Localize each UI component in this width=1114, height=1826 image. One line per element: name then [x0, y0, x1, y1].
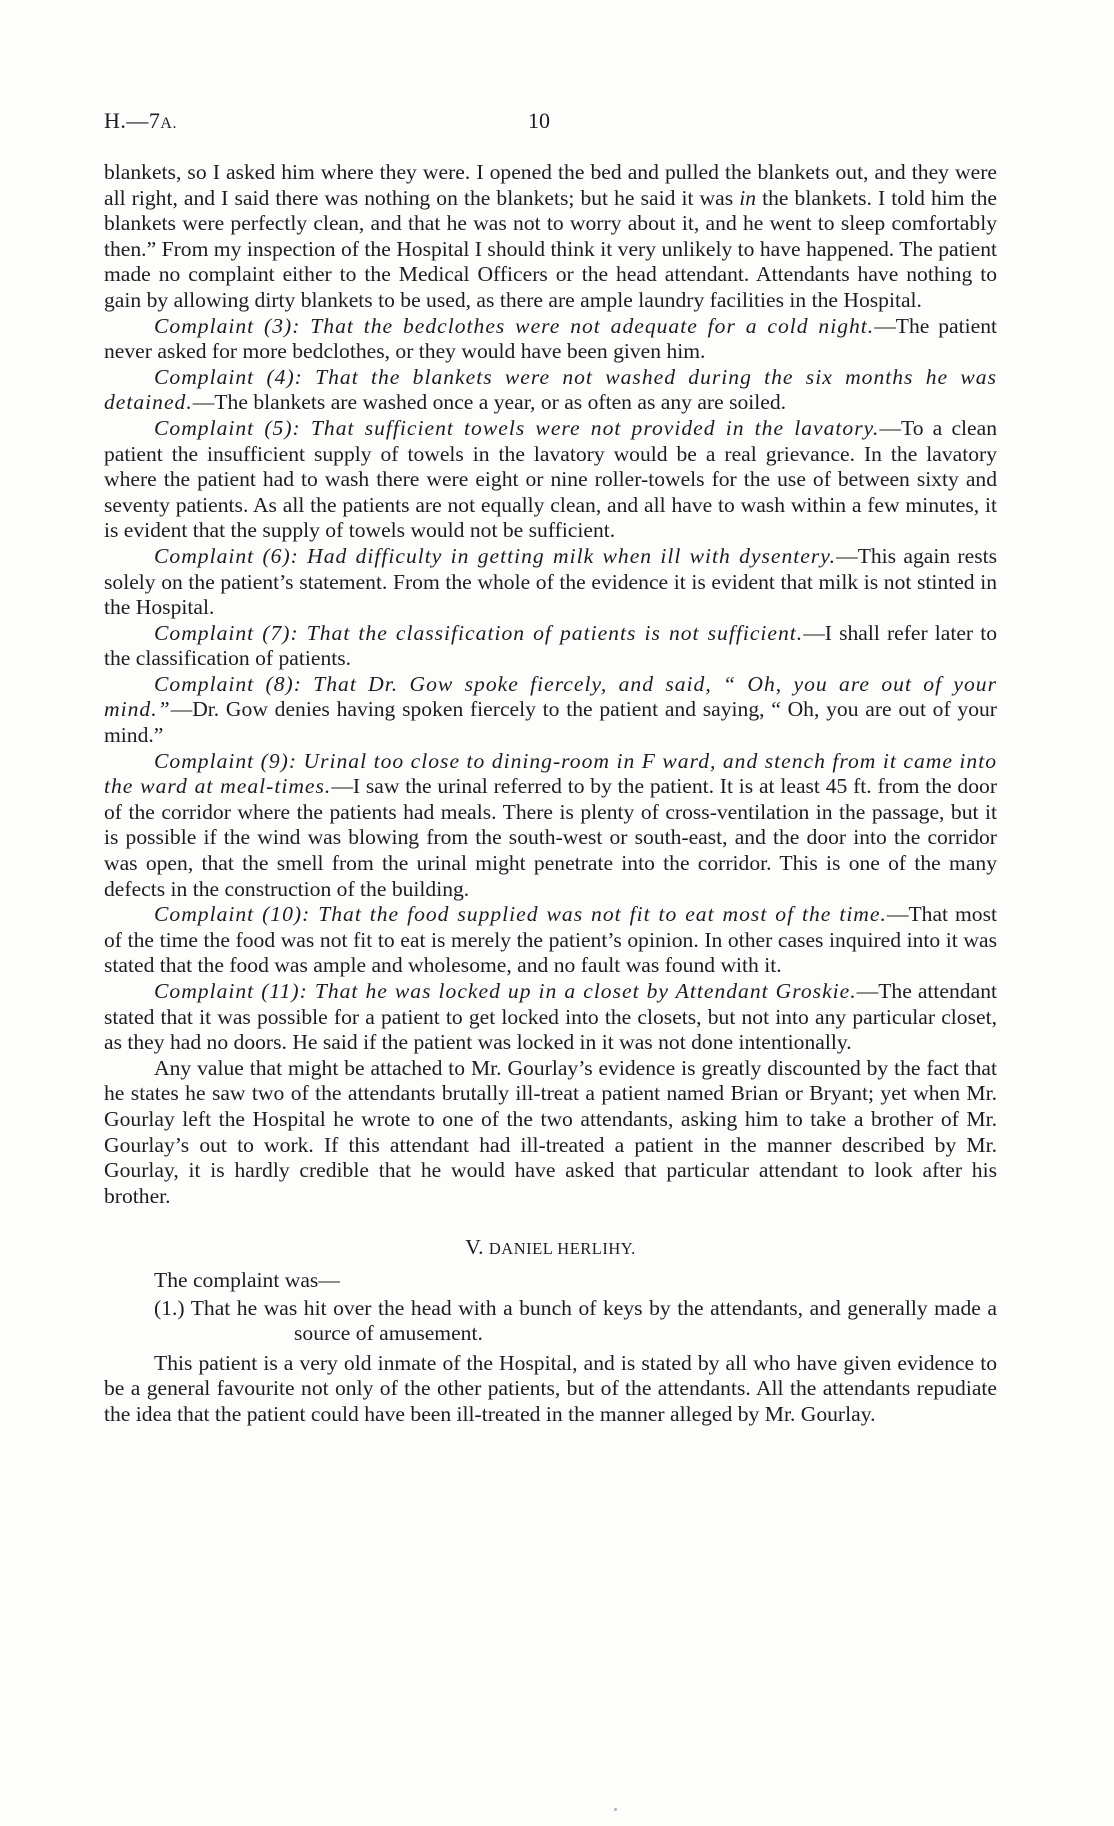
complaint-5: Complaint (5): That sufficient towels were not provided in the lavatory.—To a clean patient the insufficient supply of towels in the lavatory would be a real grievance. In the lavatory where the patient had to wash there were eight or nine roller-towels for the use of between sixty and seventy patients. As all the patients are not equally clean, and all have to wash within a few minutes, it is evident that the supply of towels would not be sufficient.	[104, 415, 997, 543]
page-number: 10	[528, 108, 550, 133]
complaint-4: Complaint (4): That the blankets were not washed during the six months he was detained.—The blankets are washed once a year, or as often as any are soiled.	[104, 364, 997, 415]
document-body	[104, 160, 997, 1428]
complaint-10: Complaint (10): That the food supplied was not fit to eat most of the time.—That most of the time the food was not fit to eat is merely the patient’s opinion. In other cases inquired into it was stated that the food was ample and wholesome, and no fault was found with it.	[104, 902, 997, 978]
page-header	[104, 108, 1004, 138]
complaint-11: Complaint (11): That he was locked up in a closet by Attendant Groskie.—The attendant stated that it was possible for a patient to get locked into the closets, but not into any particular closet, as they had no doors. He said if the patient was locked in it was not done intentionally.	[104, 979, 997, 1055]
section-closing: This patient is a very old inmate of the Hospital, and is stated by all who have given evidence to be a general favourite not only of the other patients, but of the attendants. All the attendants repudiate the idea that the patient could have been ill-treated in the manner alleged by Mr. Gourlay.	[104, 1350, 997, 1426]
section-intro: The complaint was—	[154, 1267, 340, 1292]
complaint-7: Complaint (7): That the classification of patients is not sufficient.—I shall refer later to the classification of patients.	[104, 620, 998, 671]
complaint-9: Complaint (9): Urinal too close to dining-room in F ward, and stench from it came into the ward at meal-times.—I saw the urinal referred to by the patient. It is at least 45 ft. from the door of the corridor where the patients had meals. There is plenty of cross-ventilation in the passage, but it is possible if the wind was blowing from the south-west or south-east, and the door into the corridor was open, that the smell from the urinal might penetrate into the corridor. This is one of the many defects in the construction of the building.	[104, 748, 998, 901]
complaint-list-item: (1.) That he was hit over the head with a bunch of keys by the attendants, and generally made a source of amusement.	[154, 1295, 997, 1346]
evidence-paragraph: Any value that might be attached to Mr. Gourlay’s evidence is greatly discounted by the fact that he states he saw two of the attendants brutally ill-treat a patient named Brian or Bryant; yet when Mr. Gourlay left the Hospital he wrote to one of the two attendants, asking him to take a brother of Mr. Gourlay’s out to work. If this attendant had ill-treated a patient in the manner described by Mr. Gourlay, it is hardly credible that he would have asked that particular attendant to look after his brother.	[104, 1055, 997, 1208]
complaint-8: Complaint (8): That Dr. Gow spoke fiercely, and said, “ Oh, you are out of your mind.”—Dr. Gow denies having spoken fiercely to the patient and saying, “ Oh, you are out of your mind.”	[104, 671, 997, 748]
paragraph-continuation: blankets, so I asked him where they were. I opened the bed and pulled the blankets out, and they were all right, and I said there was nothing on the blankets; but he said it was in the blankets. I told him the blankets were perfectly clean, and that he was not to worry about it, and he went to sleep comfortably then.” From my inspection of the Hospital I should think it very unlikely to have happened. The patient made no complaint either to the Medical Officers or the head attendant. Attendants have nothing to gain by allowing dirty blankets to be used, as there are ample laundry facilities in the Hospital.	[104, 160, 997, 312]
complaint-3: Complaint (3): That the bedclothes were not adequate for a cold night.—The patient never asked for more bedclothes, or they would have been given him.	[104, 313, 997, 364]
document-reference: H.—7A.	[104, 108, 177, 133]
paper-speck	[614, 1808, 617, 1811]
section-heading: V. DANIEL HERLIHY.	[465, 1235, 636, 1260]
complaint-6: Complaint (6): Had difficulty in getting milk when ill with dysentery.—This again rests solely on the patient’s statement. From the whole of the evidence it is evident that milk is not stinted in the Hospital.	[104, 543, 998, 620]
